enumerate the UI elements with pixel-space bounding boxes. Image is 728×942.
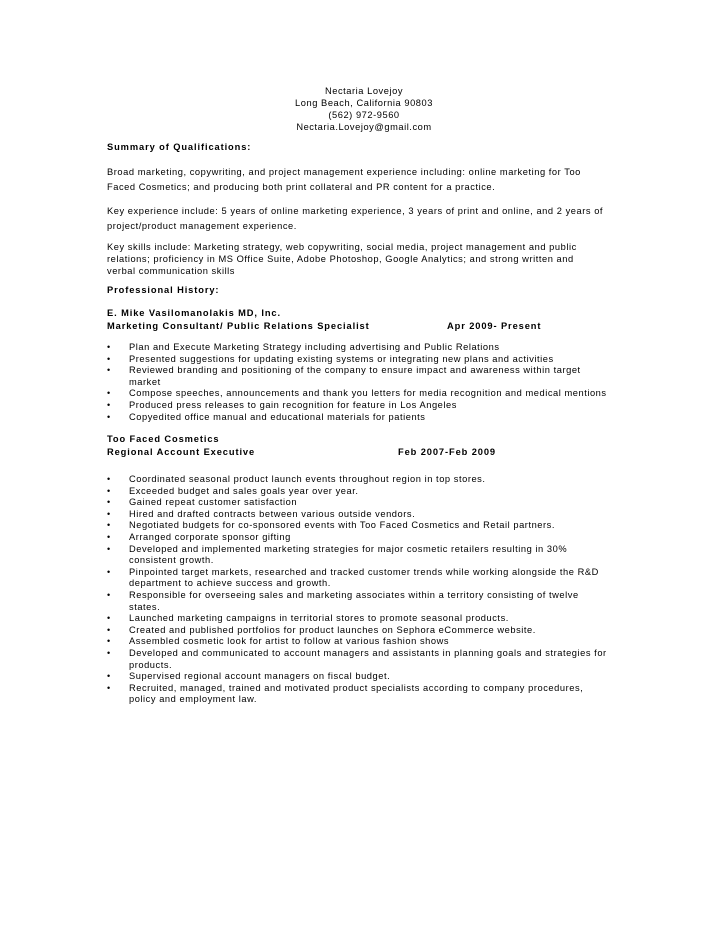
bullet-symbol: • bbox=[107, 342, 111, 352]
bullet-symbol: • bbox=[107, 636, 111, 647]
bullet-item: • Compose speeches, announcements and thank you letters for media recognition and medical mentions bbox=[107, 388, 607, 399]
bullet-item: • Exceeded budget and sales goals year over year. bbox=[107, 485, 359, 496]
paragraph-line: verbal communication skills bbox=[107, 266, 236, 276]
bullet-item: • Negotiated budgets for co-sponsored events with Too Faced Cosmetics and Retail partners. bbox=[107, 520, 555, 531]
bullet-symbol: • bbox=[107, 520, 111, 531]
bullet-symbol: • bbox=[107, 624, 111, 635]
bullet-symbol: • bbox=[107, 353, 111, 364]
bullet-symbol: • bbox=[107, 589, 111, 600]
applicant-email: Nectaria.Lovejoy@gmail.com bbox=[296, 122, 432, 132]
bullet-item: • Gained repeat customer satisfaction bbox=[107, 497, 298, 508]
job-entry-too-faced bbox=[107, 433, 627, 459]
bullet-item: • Developed and implemented marketing strategies for major cosmetic retailers resulting in 30% consistent growth. bbox=[107, 543, 568, 566]
paragraph-line: relations; proficiency in MS Office Suite, Adobe Photoshop, Google Analytics; and strong written and bbox=[107, 254, 574, 264]
paragraph-line: Key experience include: 5 years of online marketing experience, 3 years of print and online, and 2 years of bbox=[107, 206, 604, 216]
bullet-symbol: • bbox=[107, 485, 111, 496]
bullet-item: • Hired and drafted contracts between various outside vendors. bbox=[107, 508, 416, 519]
bullet-item: • Presented suggestions for updating existing systems or integrating new plans and activities bbox=[107, 353, 554, 364]
job-entry-vasilomanolakis bbox=[107, 307, 627, 333]
bullet-symbol: • bbox=[107, 671, 111, 682]
bullet-symbol: • bbox=[107, 411, 111, 422]
summary-paragraph-experience bbox=[107, 165, 627, 195]
bullet-symbol: • bbox=[107, 399, 111, 410]
paragraph-line: Broad marketing, copywriting, and project management experience including: online marketing for Too bbox=[107, 167, 581, 177]
paragraph-line: project/product management experience. bbox=[107, 221, 297, 231]
bullet-item: • Developed and communicated to account managers and assistants in planning goals and strategies for products. bbox=[107, 647, 607, 670]
job-dates: Apr 2009- Present bbox=[447, 321, 542, 331]
job-company: E. Mike Vasilomanolakis MD, Inc. bbox=[107, 308, 281, 318]
job-dates: Feb 2007-Feb 2009 bbox=[398, 447, 496, 457]
job-bullets-vasilomanolakis bbox=[107, 342, 627, 423]
job-title-row bbox=[107, 320, 627, 333]
bullet-item: • Copyedited office manual and educational materials for patients bbox=[107, 411, 426, 422]
bullet-symbol: • bbox=[107, 508, 111, 519]
paragraph-line: Key skills include: Marketing strategy, web copywriting, social media, project management and public bbox=[107, 242, 577, 252]
summary-heading: Summary of Qualifications: bbox=[107, 142, 252, 152]
bullet-item: • Plan and Execute Marketing Strategy including advertising and Public Relations bbox=[107, 342, 500, 352]
bullet-item: • Recruited, managed, trained and motivated product specialists according to company procedures, policy and employment law. bbox=[107, 682, 584, 705]
job-title-row bbox=[107, 446, 627, 459]
job-title: Regional Account Executive bbox=[107, 447, 256, 457]
bullet-item: • Pinpointed target markets, researched and tracked customer trends while working alongside the R&D department to achieve success and growth. bbox=[107, 566, 599, 589]
bullet-item: • Assembled cosmetic look for artist to follow at various fashion shows bbox=[107, 636, 450, 647]
applicant-phone: (562) 972-9560 bbox=[328, 110, 400, 120]
bullet-symbol: • bbox=[107, 365, 111, 376]
bullet-symbol: • bbox=[107, 497, 111, 508]
bullet-item: • Coordinated seasonal product launch events throughout region in top stores. bbox=[107, 474, 486, 484]
bullet-item: • Reviewed branding and positioning of the company to ensure impact and awareness within target market bbox=[107, 365, 581, 387]
paragraph-line: Faced Cosmetics; and producing both print collateral and PR content for a practice. bbox=[107, 182, 496, 192]
bullet-symbol: • bbox=[107, 531, 111, 542]
bullet-symbol: • bbox=[107, 682, 111, 693]
history-heading: Professional History: bbox=[107, 285, 220, 295]
bullet-item: • Arranged corporate sponsor gifting bbox=[107, 531, 291, 542]
bullet-item: • Launched marketing campaigns in territorial stores to promote seasonal products. bbox=[107, 613, 509, 624]
bullet-symbol: • bbox=[107, 388, 111, 399]
bullet-item: • Created and published portfolios for product launches on Sephora eCommerce website. bbox=[107, 624, 536, 635]
summary-paragraph-key-experience bbox=[107, 204, 627, 234]
bullet-symbol: • bbox=[107, 474, 111, 484]
bullet-symbol: • bbox=[107, 543, 111, 554]
bullet-symbol: • bbox=[107, 647, 111, 658]
bullet-list bbox=[107, 342, 627, 423]
job-company: Too Faced Cosmetics bbox=[107, 434, 220, 444]
applicant-name: Nectaria Lovejoy bbox=[324, 86, 404, 96]
bullet-symbol: • bbox=[107, 613, 111, 624]
bullet-list bbox=[107, 474, 627, 706]
bullet-item: • Supervised regional account managers on fiscal budget. bbox=[107, 671, 391, 682]
applicant-address: Long Beach, California 90803 bbox=[295, 98, 433, 108]
bullet-item: • Produced press releases to gain recognition for feature in Los Angeles bbox=[107, 399, 457, 410]
bullet-symbol: • bbox=[107, 566, 111, 577]
contact-header bbox=[0, 85, 728, 133]
bullet-item: • Responsible for overseeing sales and marketing associates within a territory consisting of twelve states. bbox=[107, 589, 579, 612]
job-bullets-too-faced bbox=[107, 474, 627, 706]
summary-paragraph-key-skills bbox=[107, 241, 627, 277]
job-title: Marketing Consultant/ Public Relations Specialist bbox=[107, 321, 370, 331]
